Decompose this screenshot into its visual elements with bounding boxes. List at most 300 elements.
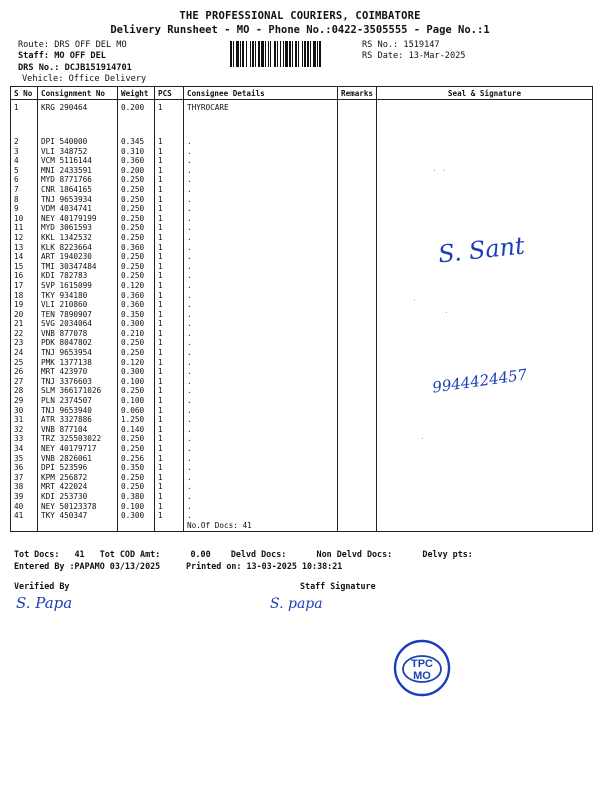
row-sno: 25 (11, 358, 38, 368)
row-consignment-no: PMK 1377138 (38, 358, 118, 368)
row-sno: 28 (11, 386, 38, 396)
row-weight: 0.250 (118, 252, 155, 262)
ink-mark: · · (432, 166, 447, 175)
row-pcs: 1 (155, 415, 184, 425)
row-consignee: . (184, 223, 338, 233)
row-sno: 6 (11, 175, 38, 185)
row-sno: 26 (11, 367, 38, 377)
no-of-docs: No.Of Docs: 41 (184, 521, 338, 532)
row-consignment-no: DPI 523596 (38, 463, 118, 473)
row-remarks (338, 319, 377, 329)
row-remarks (338, 463, 377, 473)
row-remarks (338, 406, 377, 416)
row-consignment-no: MRT 422024 (38, 482, 118, 492)
row-remarks (338, 252, 377, 262)
row-pcs: 1 (155, 511, 184, 521)
row-remarks (338, 454, 377, 464)
row-consignee: . (184, 454, 338, 464)
row-consignment-no: MYD 3061593 (38, 223, 118, 233)
row-consignee: . (184, 473, 338, 483)
row-consignment-no: TKY 450347 (38, 511, 118, 521)
row-consignee: . (184, 338, 338, 348)
row-remarks (338, 204, 377, 214)
row-pcs: 1 (155, 300, 184, 310)
row-weight: 0.210 (118, 329, 155, 339)
barcode-bar (268, 41, 269, 67)
row-remarks (338, 310, 377, 320)
row-pcs: 1 (155, 310, 184, 320)
row-remarks (338, 444, 377, 454)
row-consignee: . (184, 358, 338, 368)
row-weight: 0.250 (118, 233, 155, 243)
row-weight: 0.345 (118, 137, 155, 147)
row-sno: 30 (11, 406, 38, 416)
row-weight: 0.250 (118, 348, 155, 358)
row-weight: 0.350 (118, 463, 155, 473)
row-consignee: . (184, 243, 338, 253)
row-remarks (338, 185, 377, 195)
row-remarks (338, 195, 377, 205)
row-weight: 0.100 (118, 377, 155, 387)
row-consignee: . (184, 415, 338, 425)
barcode-bar (319, 41, 321, 67)
row-consignment-no: VLI 210860 (38, 300, 118, 310)
row-remarks (338, 511, 377, 521)
row-pcs: 1 (155, 185, 184, 195)
row-consignment-no: MRT 423970 (38, 367, 118, 377)
row-pcs: 1 (155, 396, 184, 406)
row-remarks (338, 233, 377, 243)
row-consignee: . (184, 204, 338, 214)
row-weight: 0.250 (118, 204, 155, 214)
row-consignment-no: TNJ 9653940 (38, 406, 118, 416)
row-weight: 0.250 (118, 214, 155, 224)
row-pcs: 1 (155, 147, 184, 157)
row-consignment-no: TNJ 9653954 (38, 348, 118, 358)
no-of-docs-spacer (38, 521, 118, 532)
row-sno: 37 (11, 473, 38, 483)
row-weight: 0.380 (118, 492, 155, 502)
barcode-bar (270, 41, 271, 67)
row-consignment-no: SVG 2034064 (38, 319, 118, 329)
staff-handwritten-signature: S. papa (270, 596, 323, 612)
row-remarks (338, 100, 377, 138)
row-sno: 9 (11, 204, 38, 214)
row-remarks (338, 482, 377, 492)
barcode-bar (307, 41, 309, 67)
row-sno: 4 (11, 156, 38, 166)
row-pcs: 1 (155, 233, 184, 243)
row-consignment-no: VLI 348752 (38, 147, 118, 157)
row-sno: 18 (11, 291, 38, 301)
row-consignment-no: KDI 253730 (38, 492, 118, 502)
row-weight: 0.310 (118, 147, 155, 157)
row-pcs: 1 (155, 243, 184, 253)
row-consignee: . (184, 386, 338, 396)
barcode-bar (230, 41, 232, 67)
row-remarks (338, 348, 377, 358)
row-consignment-no: VNB 877104 (38, 425, 118, 435)
row-weight: 0.100 (118, 396, 155, 406)
row-consignee: . (184, 300, 338, 310)
no-of-docs-spacer (11, 521, 38, 532)
barcode-bar (236, 41, 239, 67)
row-remarks (338, 137, 377, 147)
row-consignment-no: ART 1940230 (38, 252, 118, 262)
row-sno: 40 (11, 502, 38, 512)
row-pcs: 1 (155, 175, 184, 185)
row-pcs: 1 (155, 386, 184, 396)
row-pcs: 1 (155, 291, 184, 301)
row-sno: 29 (11, 396, 38, 406)
row-remarks (338, 473, 377, 483)
row-consignee: . (184, 147, 338, 157)
row-pcs: 1 (155, 223, 184, 233)
row-sno: 16 (11, 271, 38, 281)
row-consignment-no: TKY 934180 (38, 291, 118, 301)
col-sno: S No (11, 87, 38, 100)
row-sno: 11 (11, 223, 38, 233)
row-remarks (338, 415, 377, 425)
barcode-bar (285, 41, 288, 67)
seal-signature-area (377, 100, 593, 532)
row-pcs: 1 (155, 454, 184, 464)
no-of-docs-remarks (338, 521, 377, 532)
row-sno: 12 (11, 233, 38, 243)
row-consignment-no: MNI 2433591 (38, 166, 118, 176)
row-weight: 0.300 (118, 511, 155, 521)
row-pcs: 1 (155, 281, 184, 291)
row-weight: 0.350 (118, 310, 155, 320)
row-weight: 0.250 (118, 482, 155, 492)
verified-signature: S. Papa (16, 594, 73, 612)
row-weight: 0.140 (118, 425, 155, 435)
row-consignment-no: VNB 877078 (38, 329, 118, 339)
row-weight: 0.300 (118, 319, 155, 329)
row-consignee: . (184, 310, 338, 320)
staff-label: Staff: MO OFF DEL (18, 51, 106, 61)
row-remarks (338, 166, 377, 176)
row-sno: 19 (11, 300, 38, 310)
barcode-bar (240, 41, 241, 67)
row-weight: 0.360 (118, 156, 155, 166)
row-pcs: 1 (155, 156, 184, 166)
col-pcs: PCS (155, 87, 184, 100)
row-consignee: . (184, 281, 338, 291)
row-consignee: . (184, 319, 338, 329)
row-consignee: . (184, 166, 338, 176)
row-pcs: 1 (155, 214, 184, 224)
row-consignee: . (184, 434, 338, 444)
row-pcs: 1 (155, 492, 184, 502)
row-pcs: 1 (155, 262, 184, 272)
row-consignment-no: MYD 8771766 (38, 175, 118, 185)
row-consignee: . (184, 406, 338, 416)
row-consignment-no: KDI 782783 (38, 271, 118, 281)
row-weight: 1.250 (118, 415, 155, 425)
row-weight: 0.100 (118, 502, 155, 512)
svg-text:TPC: TPC (411, 658, 433, 670)
no-of-docs-spacer (118, 521, 155, 532)
verified-by-label: Verified By (14, 581, 70, 591)
row-remarks (338, 358, 377, 368)
row-remarks (338, 175, 377, 185)
row-consignee: . (184, 329, 338, 339)
row-consignee: . (184, 291, 338, 301)
row-consignment-no: TNJ 9653934 (38, 195, 118, 205)
barcode-bar (250, 41, 251, 67)
row-consignee: . (184, 396, 338, 406)
row-weight: 0.200 (118, 166, 155, 176)
row-pcs: 1 (155, 204, 184, 214)
row-consignee: . (184, 271, 338, 281)
row-consignment-no: VDM 4034741 (38, 204, 118, 214)
page-subtitle: Delivery Runsheet - MO - Phone No.:0422-3505555 - Page No.:1 (110, 24, 490, 36)
row-weight: 0.250 (118, 386, 155, 396)
ink-mark: · (412, 296, 417, 305)
row-pcs: 1 (155, 377, 184, 387)
row-consignee: . (184, 444, 338, 454)
row-weight: 0.360 (118, 300, 155, 310)
row-weight: 0.250 (118, 444, 155, 454)
barcode-bar (310, 41, 311, 67)
row-weight: 0.120 (118, 281, 155, 291)
row-sno: 17 (11, 281, 38, 291)
row-consignment-no: TNJ 3376603 (38, 377, 118, 387)
col-weight: Weight (118, 87, 155, 100)
barcode-bar (233, 41, 234, 67)
barcode-bar (295, 41, 297, 67)
row-pcs: 1 (155, 367, 184, 377)
row-consignee: THYROCARE (184, 100, 338, 138)
tpc-stamp (392, 638, 452, 698)
row-weight: 0.250 (118, 223, 155, 233)
row-remarks (338, 262, 377, 272)
row-remarks (338, 271, 377, 281)
row-pcs: 1 (155, 348, 184, 358)
row-pcs: 1 (155, 473, 184, 483)
row-consignee: . (184, 482, 338, 492)
receiver-phone: 9944424457 (431, 365, 529, 397)
row-weight: 0.250 (118, 195, 155, 205)
row-pcs: 1 (155, 444, 184, 454)
row-consignee: . (184, 425, 338, 435)
row-pcs: 1 (155, 166, 184, 176)
row-pcs: 1 (155, 463, 184, 473)
col-consignment: Consignment No (38, 87, 118, 100)
row-remarks (338, 329, 377, 339)
row-remarks (338, 396, 377, 406)
barcode-bar (242, 41, 244, 67)
vehicle-label: Vehicle: Office Delivery (22, 74, 147, 84)
row-sno: 35 (11, 454, 38, 464)
row-sno: 13 (11, 243, 38, 253)
barcode-bar (255, 41, 256, 67)
row-sno: 23 (11, 338, 38, 348)
row-remarks (338, 502, 377, 512)
row-pcs: 1 (155, 137, 184, 147)
no-of-docs-spacer (155, 521, 184, 532)
row-consignee: . (184, 367, 338, 377)
barcode-bar (317, 41, 318, 67)
row-consignee: . (184, 511, 338, 521)
row-sno: 33 (11, 434, 38, 444)
staff-signature-label: Staff Signature (300, 581, 376, 591)
row-consignment-no: TMI 30347484 (38, 262, 118, 272)
ink-mark: · (444, 308, 449, 317)
row-remarks (338, 291, 377, 301)
row-remarks (338, 281, 377, 291)
row-consignment-no: KPM 256872 (38, 473, 118, 483)
row-consignment-no: NEY 50123378 (38, 502, 118, 512)
row-remarks (338, 338, 377, 348)
route-label: Route: DRS OFF DEL MO (18, 40, 127, 50)
row-consignment-no: TRZ 325503022 (38, 434, 118, 444)
rs-date: RS Date: 13-Mar-2025 (362, 51, 466, 61)
row-consignment-no: VNB 2826061 (38, 454, 118, 464)
row-sno: 39 (11, 492, 38, 502)
row-sno: 31 (11, 415, 38, 425)
row-weight: 0.250 (118, 434, 155, 444)
row-consignee: . (184, 502, 338, 512)
row-remarks (338, 156, 377, 166)
barcode-bar (302, 41, 303, 67)
row-pcs: 1 (155, 319, 184, 329)
row-weight: 0.250 (118, 473, 155, 483)
row-sno: 5 (11, 166, 38, 176)
row-remarks (338, 386, 377, 396)
row-sno: 20 (11, 310, 38, 320)
row-consignee: . (184, 233, 338, 243)
row-weight: 0.120 (118, 358, 155, 368)
row-weight: 0.360 (118, 291, 155, 301)
row-consignee: . (184, 214, 338, 224)
row-sno: 3 (11, 147, 38, 157)
row-pcs: 1 (155, 329, 184, 339)
row-weight: 0.060 (118, 406, 155, 416)
row-consignment-no: TEN 7890907 (38, 310, 118, 320)
row-sno: 22 (11, 329, 38, 339)
barcode-bar (289, 41, 291, 67)
row-pcs: 1 (155, 358, 184, 368)
row-remarks (338, 367, 377, 377)
row-sno: 34 (11, 444, 38, 454)
row-consignee: . (184, 137, 338, 147)
row-sno: 27 (11, 377, 38, 387)
rs-number: RS No.: 1519147 (362, 40, 440, 50)
row-remarks (338, 147, 377, 157)
row-sno: 1 (11, 100, 38, 138)
row-weight: 0.250 (118, 338, 155, 348)
col-seal: Seal & Signature (377, 87, 593, 100)
barcode-bar (277, 41, 278, 67)
row-remarks (338, 492, 377, 502)
row-consignee: . (184, 175, 338, 185)
row-sno: 7 (11, 185, 38, 195)
row-pcs: 1 (155, 425, 184, 435)
receiver-signature: S. Sant (436, 231, 526, 269)
row-weight: 0.250 (118, 271, 155, 281)
row-consignee: . (184, 185, 338, 195)
col-consignee: Consignee Details (184, 87, 338, 100)
row-weight: 0.250 (118, 175, 155, 185)
row-consignment-no: DPI 540000 (38, 137, 118, 147)
row-consignee: . (184, 377, 338, 387)
row-pcs: 1 (155, 100, 184, 138)
barcode-bar (252, 41, 254, 67)
row-consignment-no: SLM 366171026 (38, 386, 118, 396)
row-consignment-no: ATR 3327886 (38, 415, 118, 425)
barcode-bar (261, 41, 264, 67)
row-pcs: 1 (155, 338, 184, 348)
row-remarks (338, 243, 377, 253)
totals-line: Tot Docs: 41 Tot COD Amt: 0.00 Delvd Docs: Non Delvd Docs: Delvy pts: (14, 549, 473, 559)
row-consignment-no: CNR 1864165 (38, 185, 118, 195)
row-consignment-no: NEY 40179717 (38, 444, 118, 454)
row-weight: 0.256 (118, 454, 155, 464)
row-consignee: . (184, 492, 338, 502)
row-consignment-no: PDK 8047802 (38, 338, 118, 348)
row-remarks (338, 377, 377, 387)
row-remarks (338, 300, 377, 310)
row-sno: 36 (11, 463, 38, 473)
row-consignee: . (184, 348, 338, 358)
barcode-bar (258, 41, 260, 67)
barcode-bar (292, 41, 293, 67)
row-sno: 2 (11, 137, 38, 147)
barcode-bar (280, 41, 281, 67)
row-pcs: 1 (155, 434, 184, 444)
row-sno: 38 (11, 482, 38, 492)
barcode-bar (274, 41, 276, 67)
row-consignee: . (184, 156, 338, 166)
row-consignee: . (184, 195, 338, 205)
barcode-bar (298, 41, 299, 67)
row-pcs: 1 (155, 195, 184, 205)
row-weight: 0.360 (118, 243, 155, 253)
row-remarks (338, 214, 377, 224)
barcode-bar (313, 41, 316, 67)
table-row (11, 100, 593, 138)
ink-mark: · (420, 434, 425, 443)
row-weight: 0.300 (118, 367, 155, 377)
row-sno: 10 (11, 214, 38, 224)
table-header-row (11, 87, 593, 100)
row-sno: 15 (11, 262, 38, 272)
row-consignment-no: NEY 40179199 (38, 214, 118, 224)
row-consignment-no: PLN 2374507 (38, 396, 118, 406)
row-sno: 21 (11, 319, 38, 329)
row-pcs: 1 (155, 271, 184, 281)
row-pcs: 1 (155, 482, 184, 492)
row-remarks (338, 425, 377, 435)
barcode-bar (283, 41, 284, 67)
row-weight: 0.200 (118, 100, 155, 138)
row-sno: 8 (11, 195, 38, 205)
row-weight: 0.250 (118, 185, 155, 195)
row-weight: 0.250 (118, 262, 155, 272)
row-sno: 32 (11, 425, 38, 435)
row-consignment-no: SVP 1615099 (38, 281, 118, 291)
entered-by: Entered By :PAPAMO 03/13/2025 (14, 561, 161, 571)
row-consignment-no: KRG 290464 (38, 100, 118, 138)
row-consignee: . (184, 252, 338, 262)
svg-text:MO: MO (413, 670, 431, 682)
barcode (230, 41, 354, 67)
row-remarks (338, 434, 377, 444)
row-consignment-no: VCM 5116144 (38, 156, 118, 166)
col-remarks: Remarks (338, 87, 377, 100)
